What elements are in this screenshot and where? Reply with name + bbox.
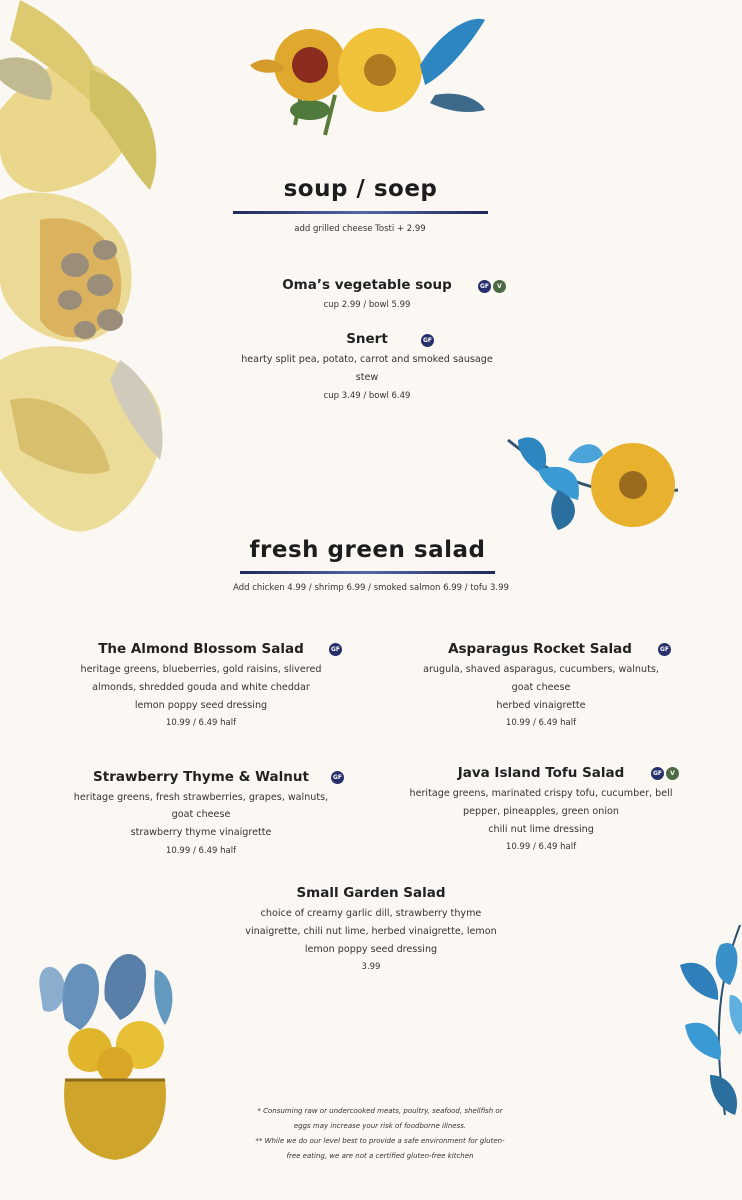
gluten-free-badge-icon: GF (421, 334, 434, 347)
menu-item-description: arugula, shaved asparagus, cucumbers, walnuts, (423, 664, 659, 675)
menu-item-description: herbed vinaigrette (496, 700, 586, 711)
menu-item-description: heritage greens, marinated crispy tofu, cucumber, bell (409, 788, 673, 799)
menu-item-description: heritage greens, blueberries, gold raisins, slivered (80, 664, 322, 675)
menu-item-description: hearty split pea, potato, carrot and smoked sausage (241, 354, 493, 365)
sunflower-vase-illustration (35, 940, 195, 1165)
sunflower-branch-illustration (498, 420, 688, 540)
blue-leaves-illustration (670, 925, 742, 1125)
salad-title-underline (240, 571, 495, 574)
menu-item-name: Strawberry Thyme & Walnut (93, 769, 309, 785)
soup-section-title: soup / soep (283, 176, 438, 202)
menu-item-description: strawberry thyme vinaigrette (130, 827, 272, 838)
sunflower-bouquet-illustration (235, 5, 490, 145)
menu-item-description: lemon poppy seed dressing (304, 944, 438, 955)
menu-item-description: pepper, pineapples, green onion (463, 806, 619, 817)
abstract-sunflower-illustration (0, 0, 180, 540)
menu-item-price: 10.99 / 6.49 half (505, 718, 577, 728)
menu-item-description: heritage greens, fresh strawberries, grapes, walnuts, (73, 792, 329, 803)
menu-item-description: chili nut lime dressing (488, 824, 594, 835)
menu-item-price: cup 2.99 / bowl 5.99 (323, 300, 411, 310)
menu-item-price: 10.99 / 6.49 half (165, 846, 237, 856)
menu-item-name: Oma’s vegetable soup (282, 277, 452, 293)
menu-item-description: choice of creamy garlic dill, strawberry thyme (260, 908, 482, 919)
footnote-line: free eating, we are not a certified gluten-free kitchen (286, 1152, 474, 1160)
menu-item-name: Snert (346, 331, 388, 347)
menu-item-description: vinaigrette, chili nut lime, herbed vinaigrette, lemon (245, 926, 497, 937)
footnote-line: eggs may increase your risk of foodborne illness. (293, 1122, 467, 1130)
salad-section-title: fresh green salad (249, 537, 486, 563)
gluten-free-badge-icon: GF (651, 767, 664, 780)
salad-addon-note: Add chicken 4.99 / shrimp 6.99 / smoked salmon 6.99 / tofu 3.99 (233, 583, 509, 593)
footnote-line: * Consuming raw or undercooked meats, poultry, seafood, shellfish or (257, 1107, 503, 1115)
menu-item-name: Asparagus Rocket Salad (448, 641, 632, 657)
menu-item-description: almonds, shredded gouda and white cheddar (92, 682, 310, 693)
menu-item-name: The Almond Blossom Salad (98, 641, 304, 657)
menu-item-name: Java Island Tofu Salad (457, 765, 625, 781)
vegetarian-badge-icon: V (493, 280, 506, 293)
soup-addon-note: add grilled cheese Tosti + 2.99 (294, 224, 426, 234)
gluten-free-badge-icon: GF (478, 280, 491, 293)
menu-item-description: lemon poppy seed dressing (134, 700, 268, 711)
menu-item-price: 10.99 / 6.49 half (165, 718, 237, 728)
gluten-free-badge-icon: GF (329, 643, 342, 656)
menu-item-description: goat cheese (511, 682, 571, 693)
soup-title-underline (233, 211, 488, 214)
menu-item-price: 3.99 (361, 962, 381, 972)
menu-item-price: 10.99 / 6.49 half (505, 842, 577, 852)
menu-item-description: goat cheese (171, 809, 231, 820)
gluten-free-badge-icon: GF (331, 771, 344, 784)
vegetarian-badge-icon: V (666, 767, 679, 780)
menu-item-name: Small Garden Salad (296, 885, 446, 901)
menu-item-description: stew (355, 372, 379, 383)
gluten-free-badge-icon: GF (658, 643, 671, 656)
footnote-line: ** While we do our level best to provide a safe environment for gluten- (255, 1137, 505, 1145)
menu-item-price: cup 3.49 / bowl 6.49 (323, 391, 411, 401)
